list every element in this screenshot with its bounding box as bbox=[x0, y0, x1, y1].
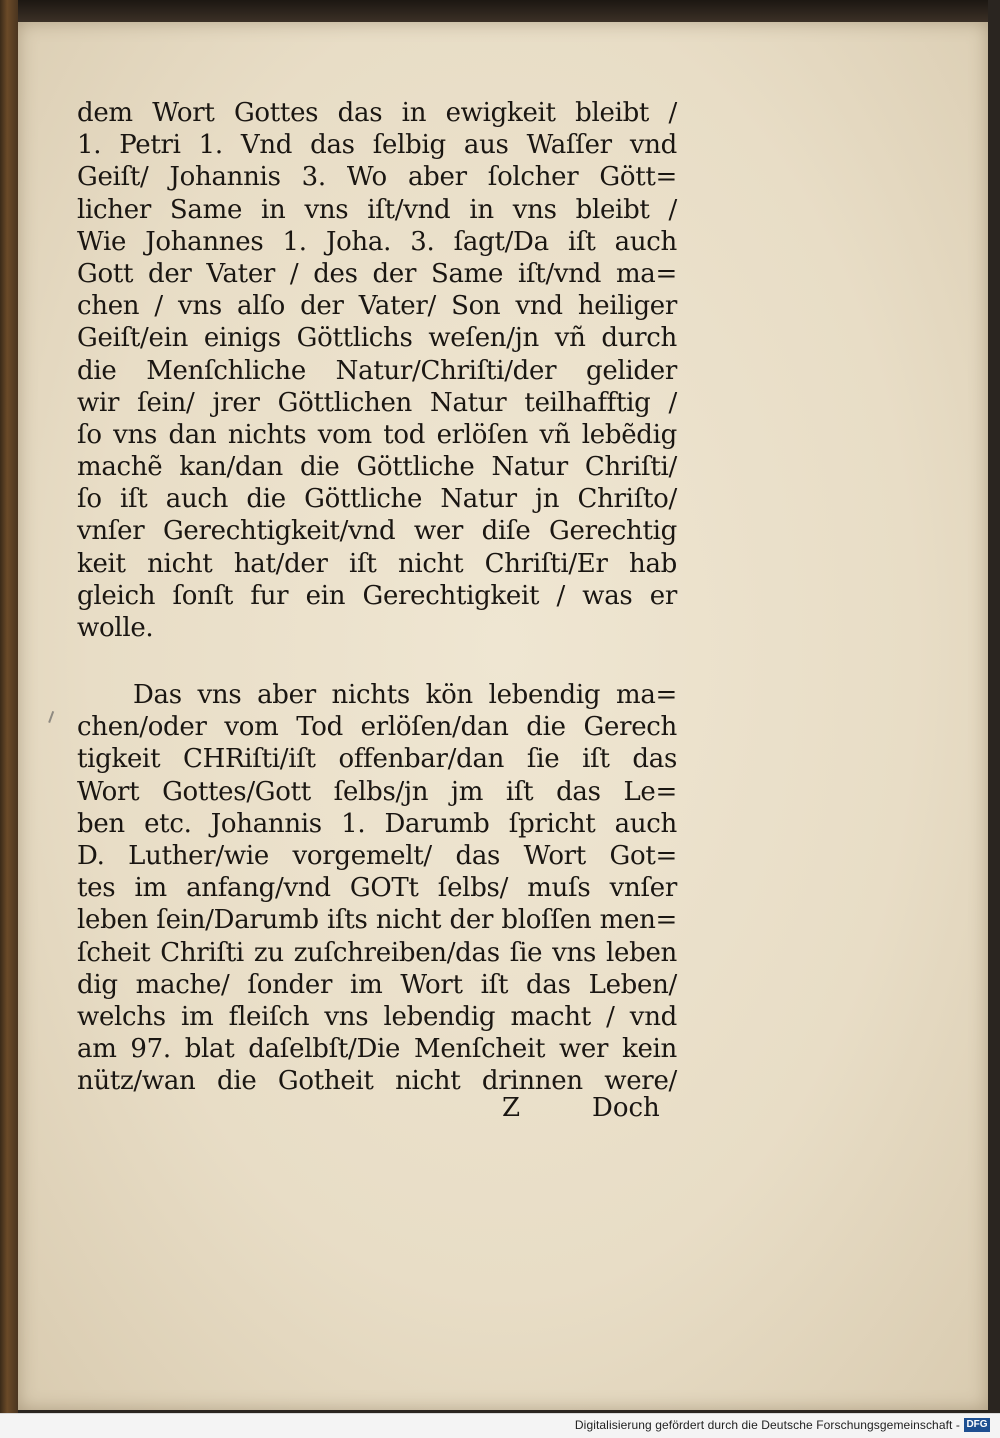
text-line: am 97. blat daſelbſt/Die Menſcheit wer kein bbox=[77, 1034, 677, 1065]
text-line: ſo vns dan nichts vom tod erlöſen vñ lebẽdig bbox=[77, 419, 677, 450]
right-edge bbox=[988, 0, 1000, 1413]
text-line: ſcheit Chriſti zu zuſchreiben/das ſie vns leben bbox=[77, 937, 677, 968]
text-line: wolle. bbox=[77, 613, 154, 643]
text-line: tes im anfang/vnd GOTt ſelbs/ muſs vnſer bbox=[77, 873, 677, 904]
text-line: Geiſt/ Johannis 3. Wo aber ſolcher Gött= bbox=[77, 162, 677, 193]
text-line: Das vns aber nichts kön lebendig ma= bbox=[133, 680, 677, 710]
text-line: ben etc. Johannis 1. Darumb ſpricht auch bbox=[77, 808, 677, 839]
text-line: tigkeit CHRiſti/iſt offenbar/dan ſie iſt das bbox=[77, 744, 677, 775]
text-line: die Menſchliche Natur/Chriſti/der gelider bbox=[77, 355, 677, 386]
credit-text: Digitalisierung gefördert durch die Deutsche Forschungsgemeinschaft - bbox=[574, 1418, 960, 1432]
paragraph-2 bbox=[77, 679, 677, 1097]
text-line: D. Luther/wie vorgemelt/ das Wort Got= bbox=[77, 840, 677, 871]
text-line: licher Same in vns iſt/vnd in vns bleibt / bbox=[77, 194, 677, 225]
text-line: Geiſt/ein einigs Göttlichs weſen/jn vñ durch bbox=[77, 323, 677, 354]
text-line: leben ſein/Darumb iſts nicht der bloſſen men= bbox=[77, 905, 677, 936]
text-line: chen / vns alſo der Vater/ Son vnd heiliger bbox=[77, 291, 677, 322]
text-line: Wie Johannes 1. Joha. 3. ſagt/Da iſt auch bbox=[77, 226, 677, 257]
credit-bar bbox=[0, 1413, 1000, 1438]
text-line: ſo iſt auch die Göttliche Natur jn Chriſto/ bbox=[77, 484, 677, 515]
catchword: Doch bbox=[592, 1093, 660, 1123]
top-edge bbox=[18, 0, 1000, 22]
text-line: gleich ſonſt fur ein Gerechtigkeit / was er bbox=[77, 580, 677, 611]
text-line: wir ſein/ jrer Göttlichen Natur teilhafftig / bbox=[77, 387, 677, 418]
text-line: nütz/wan die Gotheit nicht drinnen were/ bbox=[77, 1066, 677, 1097]
binding-edge bbox=[0, 0, 18, 1413]
signature-mark: Z bbox=[502, 1093, 521, 1123]
dfg-logo: DFG bbox=[964, 1418, 990, 1432]
text-line: machẽ kan/dan die Göttliche Natur Chriſti/ bbox=[77, 452, 677, 483]
text-line: chen/oder vom Tod erlöſen/dan die Gerech bbox=[77, 712, 677, 743]
text-line: Gott der Vater / des der Same iſt/vnd ma= bbox=[77, 258, 677, 289]
text-line: keit nicht hat/der iſt nicht Chriſti/Er hab bbox=[77, 548, 677, 579]
text-line: 1. Petri 1. Vnd das ſelbig aus Waſſer vnd bbox=[77, 130, 677, 161]
paragraph-1 bbox=[77, 97, 677, 644]
text-line: welchs im fleiſch vns lebendig macht / vnd bbox=[77, 1001, 677, 1032]
text-line: dem Wort Gottes das in ewigkeit bleibt / bbox=[77, 98, 677, 128]
text-line: Wort Gottes/Gott ſelbs/jn jm iſt das Le= bbox=[77, 776, 677, 807]
text-line: dig mache/ ſonder im Wort iſt das Leben/ bbox=[77, 969, 677, 1000]
text-line: vnſer Gerechtigkeit/vnd wer diſe Gerechtig bbox=[77, 516, 677, 547]
